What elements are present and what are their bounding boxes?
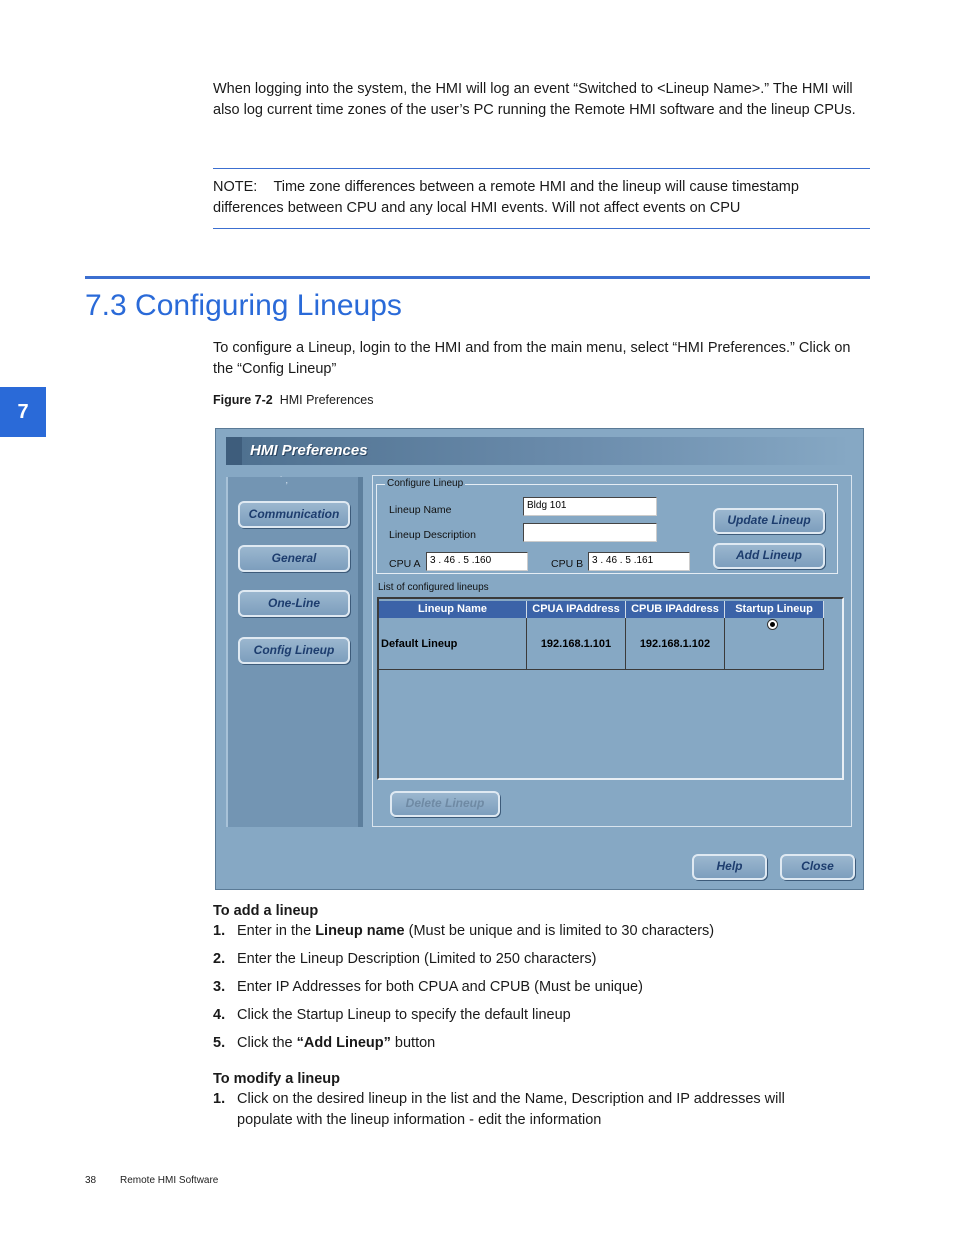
close-button[interactable]: Close	[780, 854, 855, 880]
column-header-startup[interactable]: Startup Lineup	[725, 601, 824, 618]
intro-paragraph: When logging into the system, the HMI will log an event “Switched to <Lineup Name>.” The HMI will also log current time zones of the user’s PC running the Remote HMI software and the lineup CPUs.	[213, 81, 856, 118]
help-button[interactable]: Help	[692, 854, 767, 880]
step-text-part: Enter in the	[237, 923, 316, 939]
sidebar-marks: ˙ ,	[280, 475, 288, 485]
lineup-name-input[interactable]: Bldg 101	[523, 497, 657, 516]
step-number: 3.	[213, 979, 226, 995]
delete-lineup-button[interactable]: Delete Lineup	[390, 791, 500, 817]
note-top-rule	[213, 168, 870, 169]
step-number: 2.	[213, 951, 226, 967]
hmi-preferences-window	[215, 428, 864, 890]
figure-label: Figure 7-2	[213, 393, 273, 407]
cpu-a-label: CPU A	[389, 558, 421, 570]
config-lineup-panel	[372, 475, 852, 827]
note	[213, 177, 873, 218]
section-rule	[85, 276, 870, 279]
config-lineup-button[interactable]: Config Lineup	[238, 637, 350, 664]
column-header-cpub[interactable]: CPUB IPAddress	[626, 601, 725, 618]
note-text: Time zone differences between a remote HMI and the lineup will cause timestamp differences between CPU and any local HMI events. Will not affect events on CPU	[213, 179, 799, 216]
step-text-bold: Lineup name	[315, 923, 405, 939]
chapter-tab: 7	[0, 387, 46, 437]
configure-lineup-legend: Configure Lineup	[387, 478, 464, 489]
lineup-description-label: Lineup Description	[389, 529, 476, 541]
hmi-sidebar	[226, 477, 363, 827]
cpu-b-label: CPU B	[551, 558, 584, 570]
communication-button[interactable]: Communication	[238, 501, 350, 528]
footer-title: Remote HMI Software	[120, 1175, 219, 1186]
cpu-b-input[interactable]: 3 . 46 . 5 .161	[588, 552, 690, 571]
note-label: NOTE:	[213, 179, 258, 195]
lineup-description-input[interactable]	[523, 523, 657, 542]
step-text-part: Click the	[237, 1035, 297, 1051]
section-title: 7.3 Configuring Lineups	[85, 289, 402, 322]
cpu-a-input[interactable]: 3 . 46 . 5 .160	[426, 552, 528, 571]
cell-cpua: 192.168.1.101	[527, 618, 626, 670]
startup-lineup-radio[interactable]	[767, 619, 778, 630]
column-header-lineup-name[interactable]: Lineup Name	[379, 601, 527, 618]
step-text: Enter the Lineup Description (Limited to 250 characters)	[237, 951, 597, 967]
step-text	[237, 921, 857, 942]
step-number: 4.	[213, 1007, 226, 1023]
add-lineup-heading: To add a lineup	[213, 903, 319, 919]
add-lineup-button[interactable]: Add Lineup	[713, 543, 825, 569]
cell-lineup-name: Default Lineup	[379, 618, 527, 670]
general-button[interactable]: General	[238, 545, 350, 572]
figure-caption	[213, 393, 373, 407]
hmi-title: HMI Preferences	[250, 442, 368, 459]
update-lineup-button[interactable]: Update Lineup	[713, 508, 825, 534]
note-bottom-rule	[213, 228, 870, 229]
lineup-name-label: Lineup Name	[389, 504, 452, 516]
one-line-button[interactable]: One-Line	[238, 590, 350, 617]
step-number: 1.	[213, 1091, 226, 1107]
section-paragraph: To configure a Lineup, login to the HMI and from the main menu, select “HMI Preferences.” Click on the “Config Lineup”	[213, 340, 851, 377]
step-text-part: (Must be unique and is limited to 30 characters)	[404, 923, 715, 939]
step-text: Enter IP Addresses for both CPUA and CPUB (Must be unique)	[237, 979, 643, 995]
step-text-bold: “Add Lineup”	[296, 1035, 391, 1051]
configured-lineups-label: List of configured lineups	[378, 582, 489, 593]
step-text: Click on the desired lineup in the list and the Name, Description and IP addresses will populate with the lineup information - edit the information	[237, 1091, 785, 1128]
step-number: 1.	[213, 923, 226, 939]
cell-cpub: 192.168.1.102	[626, 618, 725, 670]
page-number: 38	[85, 1175, 97, 1186]
step-number: 5.	[213, 1035, 226, 1051]
figure-caption-text: HMI Preferences	[279, 393, 374, 407]
step-text	[237, 1033, 857, 1054]
lineups-table	[377, 597, 844, 780]
configure-lineup-group	[376, 478, 838, 574]
cell-startup	[725, 618, 824, 670]
step-text: Click the Startup Lineup to specify the default lineup	[237, 1007, 571, 1023]
column-header-cpua[interactable]: CPUA IPAddress	[527, 601, 626, 618]
hmi-title-bar	[226, 437, 851, 465]
modify-lineup-heading: To modify a lineup	[213, 1071, 341, 1087]
step-text-part: button	[390, 1035, 436, 1051]
